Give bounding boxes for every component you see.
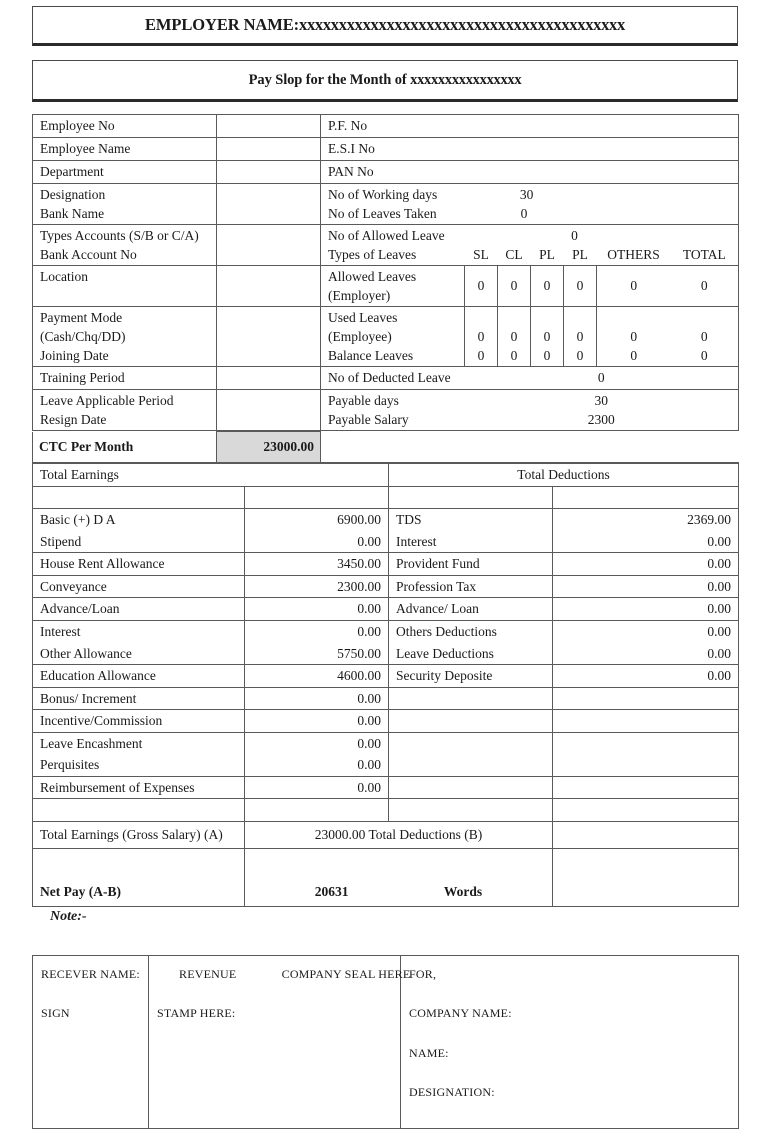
- leaves-taken-value: 0: [520, 206, 528, 221]
- total-deductions-header: Total Deductions: [389, 464, 739, 487]
- location-label: Location: [40, 269, 88, 284]
- earning-label: Other Allowance: [33, 643, 245, 665]
- section-header-row: [33, 464, 739, 487]
- account-type-group: [33, 225, 217, 266]
- earning-amount: 2300.00: [245, 575, 389, 598]
- total-deductions-label: Total Deductions (B): [368, 827, 483, 843]
- deduction-label: Profession Tax: [389, 575, 553, 598]
- leave-col-total: [671, 225, 739, 266]
- used-leaves-line1: Used Leaves: [328, 310, 398, 325]
- deduction-amount: 0.00: [553, 531, 739, 553]
- table-row: [33, 710, 739, 733]
- employee-details-table: [32, 114, 739, 431]
- earning-label: Bonus/ Increment: [33, 687, 245, 710]
- allowed-cl-value: 0: [498, 266, 531, 307]
- leave-col-pl1: [531, 225, 564, 266]
- leave-header-pl1: PL: [539, 247, 555, 262]
- balance-pl2-value: 0: [576, 348, 584, 363]
- ctc-label: CTC Per Month: [33, 432, 217, 463]
- earning-label: Stipend: [33, 531, 245, 553]
- deduction-amount: 0.00: [553, 553, 739, 576]
- pan-no-label: PAN No: [321, 161, 739, 184]
- spacer-cell: [245, 799, 389, 822]
- deduction-label: [389, 754, 553, 776]
- allowed-pl1-value: 0: [531, 266, 564, 307]
- deduction-label: [389, 776, 553, 799]
- employee-no-value[interactable]: [217, 115, 321, 138]
- net-pay-label: Net Pay (A-B): [33, 849, 245, 907]
- designation-label: DESIGNATION:: [409, 1085, 495, 1100]
- signature-footer-table: [32, 955, 739, 1129]
- working-days-value: 30: [519, 187, 534, 202]
- allowed-others-value: 0: [597, 266, 671, 307]
- company-name-label: COMPANY NAME:: [409, 1006, 512, 1021]
- words-value: [553, 849, 739, 907]
- earning-label: Basic (+) D A: [33, 509, 245, 531]
- payment-mode-value[interactable]: [217, 307, 321, 367]
- ctc-table: [32, 431, 739, 463]
- leave-applicable-group: [33, 390, 217, 431]
- authorized-cell: [401, 956, 739, 1129]
- earning-amount: 0.00: [245, 776, 389, 799]
- gross-totals-row: [33, 822, 739, 849]
- net-pay-value: 20631: [314, 884, 349, 900]
- spacer-cell: [389, 799, 553, 822]
- net-pay-row: [33, 849, 739, 907]
- table-row: [33, 620, 739, 642]
- earning-label: Interest: [33, 620, 245, 642]
- used-balance-total: [671, 307, 739, 367]
- deduction-amount: 0.00: [553, 620, 739, 642]
- spacer-cell: [33, 486, 245, 509]
- receiver-cell: [33, 956, 149, 1129]
- leave-header-sl: SL: [473, 247, 489, 262]
- deduction-amount: 0.00: [553, 598, 739, 621]
- balance-leaves-label: Balance Leaves: [328, 348, 414, 363]
- pf-no-label: P.F. No: [321, 115, 739, 138]
- working-days-group: [321, 184, 739, 225]
- deduction-label: Leave Deductions: [389, 643, 553, 665]
- balance-cl-value: 0: [510, 348, 518, 363]
- allowed-leaves-line2: (Employer): [328, 288, 391, 303]
- payslip-month-value: xxxxxxxxxxxxxxxx: [410, 72, 522, 88]
- used-cl-value: 0: [510, 329, 518, 344]
- used-total-value: 0: [700, 329, 708, 344]
- words-label: Words: [443, 884, 483, 900]
- deduction-amount: 0.00: [553, 665, 739, 688]
- earning-amount: 0.00: [245, 598, 389, 621]
- used-leaves-line2: (Employee): [328, 329, 392, 344]
- revenue-label: REVENUE: [179, 967, 237, 981]
- deduction-amount: 2369.00: [553, 509, 739, 531]
- deduction-label: Interest: [389, 531, 553, 553]
- account-type-value[interactable]: [217, 225, 321, 266]
- table-row: [33, 575, 739, 598]
- earning-amount: 0.00: [245, 687, 389, 710]
- deduction-label: Others Deductions: [389, 620, 553, 642]
- joining-date-label: Joining Date: [40, 348, 109, 363]
- spacer-cell: [245, 486, 389, 509]
- bank-account-no-label: Bank Account No: [40, 247, 137, 262]
- deduction-amount: 0.00: [553, 643, 739, 665]
- payable-labels: [321, 390, 465, 431]
- deduction-label: [389, 687, 553, 710]
- designation-bankname-group: [33, 184, 217, 225]
- used-balance-sl: [465, 307, 498, 367]
- used-balance-cl: [498, 307, 531, 367]
- allowed-sl-value: 0: [465, 266, 498, 307]
- for-label: FOR,: [409, 967, 437, 981]
- leaves-taken-label: No of Leaves Taken: [328, 206, 437, 221]
- designation-label: Designation: [40, 187, 106, 202]
- leaves-taken-row: [328, 204, 731, 223]
- revenue-seal-line: [157, 966, 411, 983]
- deduction-label: Security Deposite: [389, 665, 553, 688]
- earning-label: Incentive/Commission: [33, 710, 245, 733]
- earning-amount: 0.00: [245, 531, 389, 553]
- used-sl-value: 0: [477, 329, 485, 344]
- table-row: [33, 509, 739, 531]
- table-row: [33, 531, 739, 553]
- used-balance-leaves-labels: [321, 307, 465, 367]
- table-row: [33, 732, 739, 754]
- earning-label: House Rent Allowance: [33, 553, 245, 576]
- used-others-value: 0: [630, 329, 638, 344]
- receiver-name-label: RECEVER NAME:: [41, 967, 140, 981]
- footer-row: [33, 956, 739, 1129]
- table-row: [33, 776, 739, 799]
- balance-total-value: 0: [700, 348, 708, 363]
- deduction-label: TDS: [389, 509, 553, 531]
- spacer-cell: [33, 799, 245, 822]
- types-accounts-label: Types Accounts (S/B or C/A): [40, 228, 199, 243]
- spacer-row: [33, 486, 739, 509]
- leave-applicable-period-label: Leave Applicable Period: [40, 393, 174, 408]
- leave-header-cl: CL: [505, 247, 523, 262]
- used-pl1-value: 0: [543, 329, 551, 344]
- table-row: [33, 754, 739, 776]
- table-row: [33, 367, 739, 390]
- earning-amount: 5750.00: [245, 643, 389, 665]
- employee-no-label: Employee No: [33, 115, 217, 138]
- earnings-deductions-table: [32, 463, 739, 907]
- payable-days-label: Payable days: [328, 393, 399, 408]
- total-earnings-header: Total Earnings: [33, 464, 389, 487]
- spacer-cell: [553, 799, 739, 822]
- resign-date-label: Resign Date: [40, 412, 107, 427]
- deduction-amount: [553, 732, 739, 754]
- deduction-amount: [553, 687, 739, 710]
- deduction-amount: 0.00: [553, 575, 739, 598]
- spacer-cell: [389, 486, 553, 509]
- leave-header-total: TOTAL: [682, 247, 726, 262]
- payment-mode-group: [33, 307, 217, 367]
- payable-values: [465, 390, 739, 431]
- note-label: Note:-: [50, 909, 87, 924]
- department-value[interactable]: [217, 161, 321, 184]
- location-group: [33, 266, 217, 307]
- payable-salary-label: Payable Salary: [328, 412, 409, 427]
- allowed-total-value: 0: [671, 266, 739, 307]
- employee-name-label: Employee Name: [33, 138, 217, 161]
- employer-name-label: EMPLOYER NAME:: [145, 15, 299, 34]
- location-value[interactable]: [217, 266, 321, 307]
- department-label: Department: [33, 161, 217, 184]
- used-balance-pl1: [531, 307, 564, 367]
- types-of-leaves-label: Types of Leaves: [328, 247, 417, 262]
- name-label: NAME:: [409, 1045, 449, 1060]
- balance-pl1-value: 0: [543, 348, 551, 363]
- earning-amount: 4600.00: [245, 665, 389, 688]
- allowed-pl2-value: 0: [564, 266, 597, 307]
- table-row: [33, 598, 739, 621]
- earning-label: Reimbursement of Expenses: [33, 776, 245, 799]
- payslip-month-label: Pay Slop for the Month of: [248, 72, 411, 88]
- leave-col-pl2: [564, 225, 597, 266]
- stamp-here-label: STAMP HERE:: [157, 1006, 236, 1021]
- payslip-month-banner: [32, 60, 738, 102]
- table-row: [33, 161, 739, 184]
- net-pay-cell: [245, 849, 553, 907]
- gross-salary-label: Total Earnings (Gross Salary) (A): [33, 822, 245, 849]
- allowed-leaves-employer-label-cell: [321, 266, 465, 307]
- deduction-label: Provident Fund: [389, 553, 553, 576]
- leave-applicable-value[interactable]: [217, 390, 321, 431]
- allowed-leave-label: No of Allowed Leave: [328, 228, 445, 243]
- earning-amount: 3450.00: [245, 553, 389, 576]
- ctc-value: 23000.00: [217, 432, 321, 463]
- earning-amount: 0.00: [245, 620, 389, 642]
- table-row: [33, 307, 739, 367]
- total-deductions-value: [553, 822, 739, 849]
- leave-col-cl: [498, 225, 531, 266]
- earning-amount: 6900.00: [245, 509, 389, 531]
- gross-and-deduction-cell: [245, 822, 553, 849]
- esi-no-label: E.S.I No: [321, 138, 739, 161]
- deduction-label: Advance/ Loan: [389, 598, 553, 621]
- deducted-leave-label: No of Deducted Leave: [321, 367, 465, 390]
- balance-others-value: 0: [630, 348, 638, 363]
- allowed-leaves-line1: Allowed Leaves: [328, 269, 417, 284]
- deduction-label: [389, 710, 553, 733]
- bank-name-label: Bank Name: [40, 206, 105, 221]
- payment-mode-line2: (Cash/Chq/DD): [40, 329, 126, 344]
- deduction-amount: [553, 710, 739, 733]
- leave-header-others: OTHERS: [607, 247, 660, 262]
- earning-amount: 0.00: [245, 710, 389, 733]
- working-days-row: [328, 185, 731, 204]
- spacer-cell: [553, 486, 739, 509]
- table-row: [33, 553, 739, 576]
- earning-amount: 0.00: [245, 754, 389, 776]
- sign-label: SIGN: [41, 1006, 70, 1021]
- used-pl2-value: 0: [576, 329, 584, 344]
- table-row: [33, 115, 739, 138]
- spacer-row: [33, 799, 739, 822]
- ctc-row: [33, 432, 739, 463]
- designation-bankname-value[interactable]: [217, 184, 321, 225]
- ctc-blank-cell: [321, 432, 739, 463]
- table-row: [33, 184, 739, 225]
- deduction-label: [389, 732, 553, 754]
- table-row: [33, 266, 739, 307]
- earning-label: Leave Encashment: [33, 732, 245, 754]
- earning-amount: 0.00: [245, 732, 389, 754]
- table-row: [33, 138, 739, 161]
- earning-label: Perquisites: [33, 754, 245, 776]
- working-days-label: No of Working days: [328, 187, 438, 202]
- payable-salary-value: 2300: [587, 412, 615, 427]
- deduction-amount: [553, 776, 739, 799]
- employee-name-value[interactable]: [217, 138, 321, 161]
- earning-label: Advance/Loan: [33, 598, 245, 621]
- table-row: [33, 225, 739, 266]
- deducted-leave-value: 0: [465, 367, 739, 390]
- table-row: [33, 643, 739, 665]
- leave-header-pl2: PL: [572, 247, 588, 262]
- leave-type-labels: [321, 225, 465, 266]
- table-row: [33, 390, 739, 431]
- earning-label: Education Allowance: [33, 665, 245, 688]
- allowed-leave-value: 0: [571, 228, 578, 243]
- leave-col-others: [597, 225, 671, 266]
- deduction-amount: [553, 754, 739, 776]
- earning-label: Conveyance: [33, 575, 245, 598]
- training-period-value[interactable]: [217, 367, 321, 390]
- revenue-seal-cell: [149, 956, 411, 1129]
- table-row: [33, 687, 739, 710]
- used-balance-others: [597, 307, 671, 367]
- gross-salary-value: 23000.00: [314, 827, 366, 843]
- payable-days-value: 30: [594, 393, 609, 408]
- payment-mode-line1: Payment Mode: [40, 310, 123, 325]
- balance-sl-value: 0: [477, 348, 485, 363]
- used-balance-pl2: [564, 307, 597, 367]
- company-seal-label: COMPANY SEAL HERE: [281, 967, 411, 981]
- employer-name-banner: [32, 6, 738, 46]
- employer-name-value: xxxxxxxxxxxxxxxxxxxxxxxxxxxxxxxxxxxxxxxxx: [299, 15, 625, 34]
- training-period-label: Training Period: [33, 367, 217, 390]
- table-row: [33, 665, 739, 688]
